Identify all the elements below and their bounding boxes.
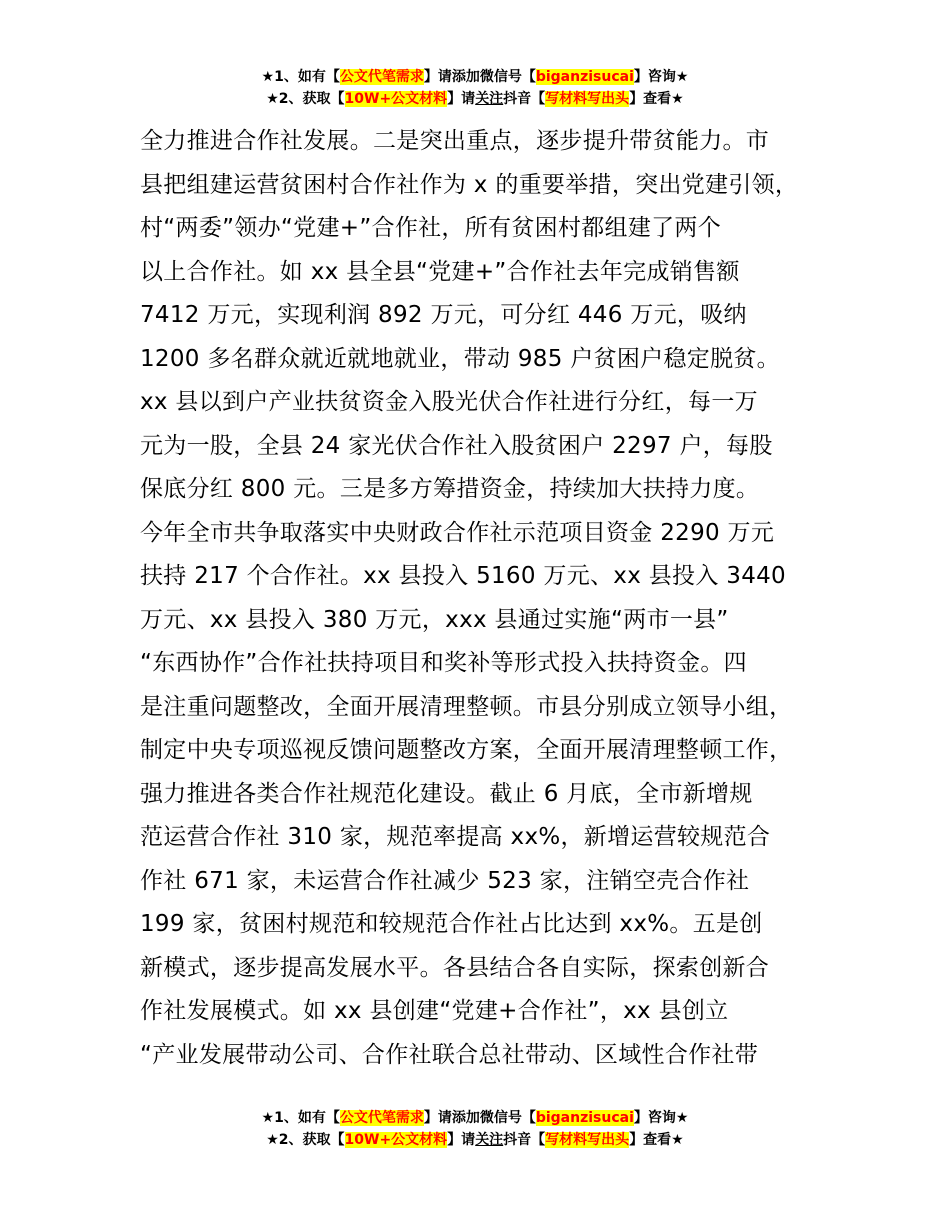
banner-highlight: 公文代笔需求	[339, 69, 424, 85]
banner-text: ★2、获取【	[266, 1132, 345, 1148]
banner-highlight: biganzisucai	[535, 69, 634, 85]
body-line: 作社 671 家，未运营合作社减少 523 家，注销空壳合作社	[140, 867, 750, 894]
body-line: 是注重问题整改，全面开展清理整顿。市县分别成立领导小组，	[140, 693, 793, 720]
body-line: 保底分红 800 元。三是多方筹措资金，持续加大扶持力度。	[140, 476, 760, 502]
banner-text: ★1、如有【	[261, 1110, 340, 1126]
banner-line-1	[0, 66, 950, 88]
body-line: 制定中央专项巡视反馈问题整改方案，全面开展清理整顿工作，	[140, 737, 793, 763]
banner-text: 】请	[447, 91, 476, 107]
body-line: 作社发展模式。如 xx 县创建“党建+合作社”，xx 县创立	[140, 998, 729, 1024]
banner-text: 】请添加微信号【	[423, 1110, 536, 1126]
banner-underlined-text: 关注	[475, 1132, 504, 1148]
banner-highlight: 写材料写出头	[545, 1132, 630, 1148]
body-line: 万元、xx 县投入 380 万元，xxx 县通过实施“两市一县”	[140, 606, 729, 633]
banner-text: 】请添加微信号【	[423, 69, 536, 85]
banner-line-2	[0, 1129, 950, 1151]
body-line: 强力推进各类合作社规范化建设。截止 6 月底，全市新增规	[140, 780, 753, 807]
body-line: xx 县以到户产业扶贫资金入股光伏合作社进行分红，每一万	[140, 389, 758, 415]
body-line: 今年全市共争取落实中央财政合作社示范项目资金 2290 万元	[140, 519, 775, 546]
banner-text: ★2、获取【	[266, 91, 345, 107]
banner-text: 】咨询★	[633, 1110, 689, 1126]
body-line: 1200 多名群众就近就地就业，带动 985 户贫困户稳定脱贫。	[140, 345, 780, 372]
banner-text: 抖音【	[503, 91, 546, 107]
banner-text: 】请	[447, 1132, 476, 1148]
banner-text: ★1、如有【	[261, 69, 340, 85]
body-line: 村“两委”领办“党建+”合作社，所有贫困村都组建了两个	[140, 215, 722, 241]
body-line: 元为一股，全县 24 家光伏合作社入股贫困户 2297 户，每股	[140, 432, 773, 459]
top-banner	[0, 66, 950, 110]
banner-highlight: 10W+公文材料	[344, 1132, 448, 1148]
document-body	[140, 120, 830, 1077]
body-line: 以上合作社。如 xx 县全县“党建+”合作社去年完成销售额	[140, 258, 740, 285]
banner-text: 】查看★	[629, 91, 684, 107]
body-line: 范运营合作社 310 家，规范率提高 xx%，新增运营较规范合	[140, 824, 771, 850]
body-line: “产业发展带动公司、合作社联合总社带动、区域性合作社带	[140, 1041, 759, 1068]
banner-text: 】咨询★	[633, 69, 689, 85]
banner-line-1	[0, 1107, 950, 1129]
banner-underlined-text: 关注	[475, 91, 504, 107]
banner-highlight: 10W+公文材料	[344, 91, 448, 107]
body-line: “东西协作”合作社扶持项目和奖补等形式投入扶持资金。四	[140, 650, 747, 676]
body-line: 新模式，逐步提高发展水平。各县结合各自实际，探索创新合	[140, 954, 770, 981]
bottom-banner	[0, 1107, 950, 1151]
banner-text: 】查看★	[629, 1132, 684, 1148]
body-line: 199 家，贫困村规范和较规范合作社占比达到 xx%。五是创	[140, 911, 763, 937]
banner-highlight: 写材料写出头	[545, 91, 630, 107]
banner-line-2	[0, 88, 950, 110]
body-line: 县把组建运营贫困村合作社作为 x 的重要举措，突出党建引领，	[140, 171, 799, 198]
banner-text: 抖音【	[503, 1132, 546, 1148]
body-line: 全力推进合作社发展。二是突出重点，逐步提升带贫能力。市	[140, 128, 770, 154]
body-line: 7412 万元，实现利润 892 万元，可分红 446 万元，吸纳	[140, 302, 747, 328]
banner-highlight: biganzisucai	[535, 1110, 634, 1126]
banner-highlight: 公文代笔需求	[339, 1110, 424, 1126]
body-line: 扶持 217 个合作社。xx 县投入 5160 万元、xx 县投入 3440	[140, 563, 786, 589]
